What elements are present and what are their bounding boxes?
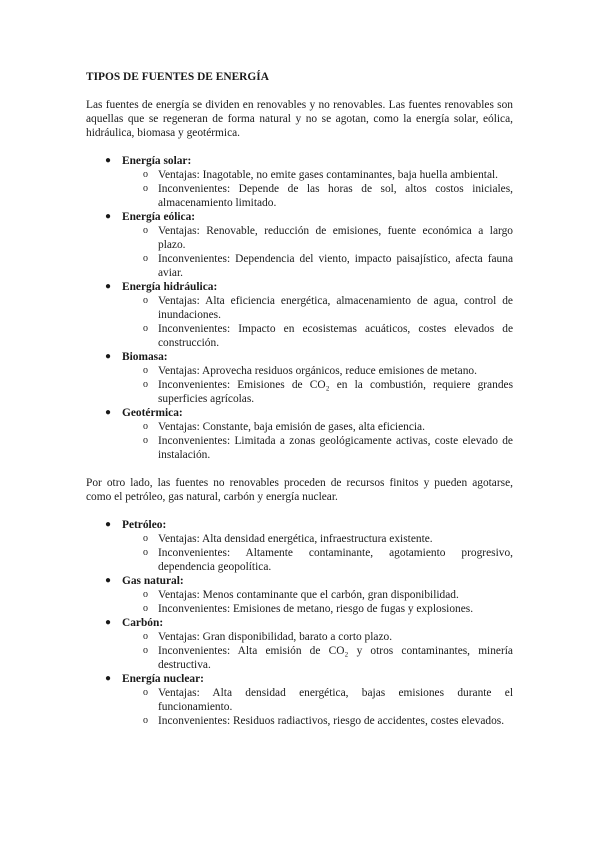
item-text: Inconvenientes: Dependencia del viento, impacto paisajístico, afecta fauna aviar. xyxy=(158,253,513,279)
pros-cons-list xyxy=(122,588,513,616)
pros-cons-list xyxy=(122,364,513,406)
bullet-icon: ● xyxy=(105,281,112,292)
circle-bullet-icon: o xyxy=(143,225,148,236)
advantages-item xyxy=(122,224,513,252)
circle-bullet-icon: o xyxy=(143,379,148,390)
advantages-item xyxy=(122,588,513,602)
pros-cons-list xyxy=(122,168,513,210)
item-text: Ventajas: Gran disponibilidad, barato a corto plazo. xyxy=(158,631,393,643)
energy-source-name: Gas natural: xyxy=(122,575,184,587)
energy-source-name: Energía solar: xyxy=(122,155,192,167)
disadvantages-item xyxy=(122,602,513,616)
item-text: Inconvenientes: Residuos radiactivos, riesgo de accidentes, costes elevados. xyxy=(158,715,505,727)
energy-source-name: Energía nuclear: xyxy=(122,673,204,685)
item-text: Inconvenientes: Emisiones de metano, riesgo de fugas y explosiones. xyxy=(158,603,474,615)
item-text: Ventajas: Constante, baja emisión de gases, alta eficiencia. xyxy=(158,421,425,433)
disadvantages-item xyxy=(122,378,513,406)
energy-source-item xyxy=(86,210,513,280)
intro-paragraph: Las fuentes de energía se dividen en renovables y no renovables. Las fuentes renovables son aquellas que se regeneran de forma natural y no se agotan, como la energía solar, eólica, hidráulica, biomasa y geotérmica. xyxy=(86,99,513,139)
pros-cons-list xyxy=(122,224,513,280)
energy-source-name: Petróleo: xyxy=(122,519,167,531)
circle-bullet-icon: o xyxy=(143,435,148,446)
disadvantages-item xyxy=(122,714,513,728)
energy-source-name: Biomasa: xyxy=(122,351,168,363)
advantages-item xyxy=(122,532,513,546)
item-text: Ventajas: Renovable, reducción de emisiones, fuente económica a largo plazo. xyxy=(158,225,513,251)
item-text: Ventajas: Alta eficiencia energética, almacenamiento de agua, control de inundaciones. xyxy=(158,295,513,321)
disadvantages-item xyxy=(122,182,513,210)
advantages-item xyxy=(122,420,513,434)
circle-bullet-icon: o xyxy=(143,631,148,642)
item-text: Inconvenientes: Altamente contaminante, agotamiento progresivo, dependencia geopolítica. xyxy=(158,547,513,573)
circle-bullet-icon: o xyxy=(143,365,148,376)
circle-bullet-icon: o xyxy=(143,589,148,600)
circle-bullet-icon: o xyxy=(143,533,148,544)
item-text: Ventajas: Inagotable, no emite gases contaminantes, baja huella ambiental. xyxy=(158,169,499,181)
disadvantages-item xyxy=(122,434,513,462)
nonrenewable-intro-paragraph: Por otro lado, las fuentes no renovables proceden de recursos finitos y pueden agotarse, como el petróleo, gas natural, carbón y energía nuclear. xyxy=(86,477,513,503)
circle-bullet-icon: o xyxy=(143,421,148,432)
circle-bullet-icon: o xyxy=(143,253,148,264)
item-text: Ventajas: Alta densidad energética, infraestructura existente. xyxy=(158,533,433,545)
advantages-item xyxy=(122,294,513,322)
pros-cons-list xyxy=(122,686,513,728)
energy-source-item xyxy=(86,406,513,462)
circle-bullet-icon: o xyxy=(143,603,148,614)
circle-bullet-icon: o xyxy=(143,323,148,334)
energy-source-name: Energía hidráulica: xyxy=(122,281,218,293)
item-text: Ventajas: Menos contaminante que el carbón, gran disponibilidad. xyxy=(158,589,459,601)
circle-bullet-icon: o xyxy=(143,295,148,306)
item-text: Inconvenientes: Depende de las horas de sol, altos costos iniciales, almacenamiento limitado. xyxy=(158,183,513,209)
advantages-item xyxy=(122,364,513,378)
advantages-item xyxy=(122,630,513,644)
bullet-icon: ● xyxy=(105,673,112,684)
item-text: Inconvenientes: Limitada a zonas geológicamente activas, coste elevado de instalación. xyxy=(158,435,513,461)
item-text: Inconvenientes: Impacto en ecosistemas acuáticos, costes elevados de construcción. xyxy=(158,323,513,349)
bullet-icon: ● xyxy=(105,407,112,418)
energy-source-item xyxy=(86,154,513,210)
energy-source-name: Geotérmica: xyxy=(122,407,183,419)
energy-source-item xyxy=(86,672,513,728)
advantages-item xyxy=(122,168,513,182)
disadvantages-item xyxy=(122,252,513,280)
document-title: TIPOS DE FUENTES DE ENERGÍA xyxy=(86,71,269,83)
energy-source-name: Carbón: xyxy=(122,617,164,629)
bullet-icon: ● xyxy=(105,211,112,222)
circle-bullet-icon: o xyxy=(143,645,148,656)
circle-bullet-icon: o xyxy=(143,687,148,698)
pros-cons-list xyxy=(122,420,513,462)
pros-cons-list xyxy=(122,532,513,574)
item-text: Ventajas: Aprovecha residuos orgánicos, reduce emisiones de metano. xyxy=(158,365,477,377)
pros-cons-list xyxy=(122,630,513,672)
item-text: Inconvenientes: Emisiones de CO₂ en la combustión, requiere grandes superficies agrícolas. xyxy=(158,379,513,405)
circle-bullet-icon: o xyxy=(143,169,148,180)
item-text: Inconvenientes: Alta emisión de CO₂ y otros contaminantes, minería destructiva. xyxy=(158,645,513,671)
circle-bullet-icon: o xyxy=(143,183,148,194)
bullet-icon: ● xyxy=(105,617,112,628)
bullet-icon: ● xyxy=(105,519,112,530)
disadvantages-item xyxy=(122,322,513,350)
circle-bullet-icon: o xyxy=(143,715,148,726)
advantages-item xyxy=(122,686,513,714)
energy-source-item xyxy=(86,574,513,616)
bullet-icon: ● xyxy=(105,575,112,586)
energy-source-item xyxy=(86,280,513,350)
nonrenewables-list xyxy=(86,518,513,728)
item-text: Ventajas: Alta densidad energética, bajas emisiones durante el funcionamiento. xyxy=(158,687,513,713)
pros-cons-list xyxy=(122,294,513,350)
energy-source-item xyxy=(86,350,513,406)
energy-source-item xyxy=(86,616,513,672)
bullet-icon: ● xyxy=(105,155,112,166)
renewables-list xyxy=(86,154,513,462)
disadvantages-item xyxy=(122,644,513,672)
circle-bullet-icon: o xyxy=(143,547,148,558)
energy-source-name: Energía eólica: xyxy=(122,211,196,223)
disadvantages-item xyxy=(122,546,513,574)
bullet-icon: ● xyxy=(105,351,112,362)
energy-source-item xyxy=(86,518,513,574)
